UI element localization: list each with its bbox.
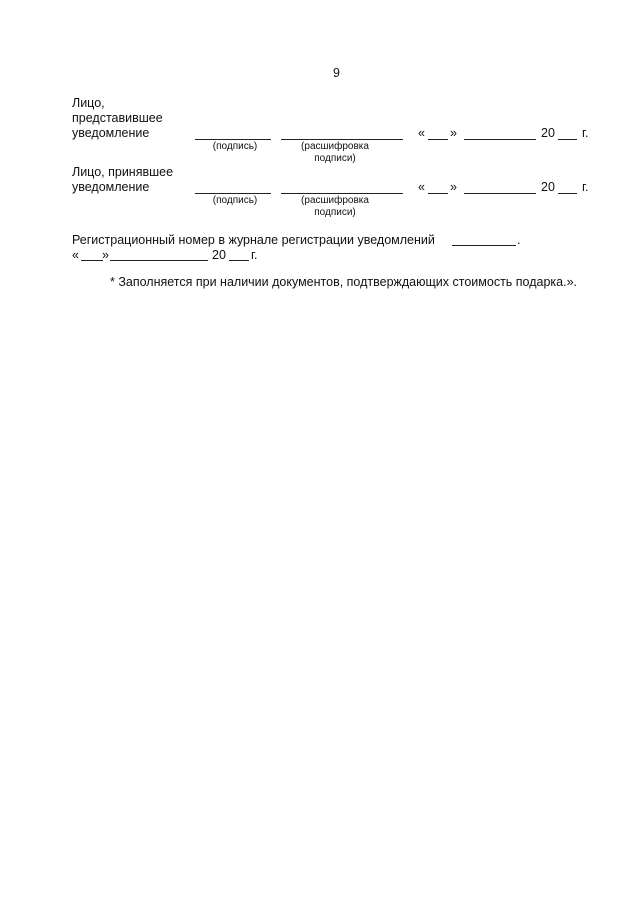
quote-close: » xyxy=(450,126,457,140)
decode-line xyxy=(281,139,403,140)
caption-decode-2: подписи) xyxy=(314,153,356,164)
year-prefix: 20 xyxy=(212,248,226,262)
signature-line xyxy=(195,139,271,140)
registration-end: . xyxy=(517,233,521,247)
quote-open: « xyxy=(72,248,79,262)
caption-decode-1: (расшифровка xyxy=(301,195,369,206)
year-prefix: 20 xyxy=(541,126,555,140)
decode-line xyxy=(281,193,403,194)
day-line xyxy=(428,193,448,194)
day-line xyxy=(428,139,448,140)
quote-open: « xyxy=(418,126,425,140)
year-line xyxy=(229,260,249,261)
caption-decode-2: подписи) xyxy=(314,207,356,218)
label-line-2: представившее xyxy=(72,111,163,125)
label-line-1: Лицо, xyxy=(72,96,105,110)
quote-close: » xyxy=(102,248,109,262)
label-line-3: уведомление xyxy=(72,126,150,140)
label-line-2: уведомление xyxy=(72,180,150,194)
year-suffix: г. xyxy=(582,180,589,194)
page-number: 9 xyxy=(333,66,340,80)
footnote: * Заполняется при наличии документов, подтверждающих стоимость подарка.». xyxy=(110,275,578,289)
month-line xyxy=(464,139,536,140)
caption-signature: (подпись) xyxy=(212,141,258,152)
signature-line xyxy=(195,193,271,194)
year-suffix: г. xyxy=(582,126,589,140)
year-line xyxy=(558,193,577,194)
year-prefix: 20 xyxy=(541,180,555,194)
day-line xyxy=(81,260,103,261)
registration-text: Регистрационный номер в журнале регистрации уведомлений xyxy=(72,233,435,247)
caption-signature: (подпись) xyxy=(212,195,258,206)
month-line xyxy=(110,260,208,261)
registration-number-line xyxy=(452,245,516,246)
year-suffix: г. xyxy=(251,248,258,262)
month-line xyxy=(464,193,536,194)
label-line-1: Лицо, принявшее xyxy=(72,165,174,179)
quote-open: « xyxy=(418,180,425,194)
caption-decode-1: (расшифровка xyxy=(301,141,369,152)
quote-close: » xyxy=(450,180,457,194)
year-line xyxy=(558,139,577,140)
